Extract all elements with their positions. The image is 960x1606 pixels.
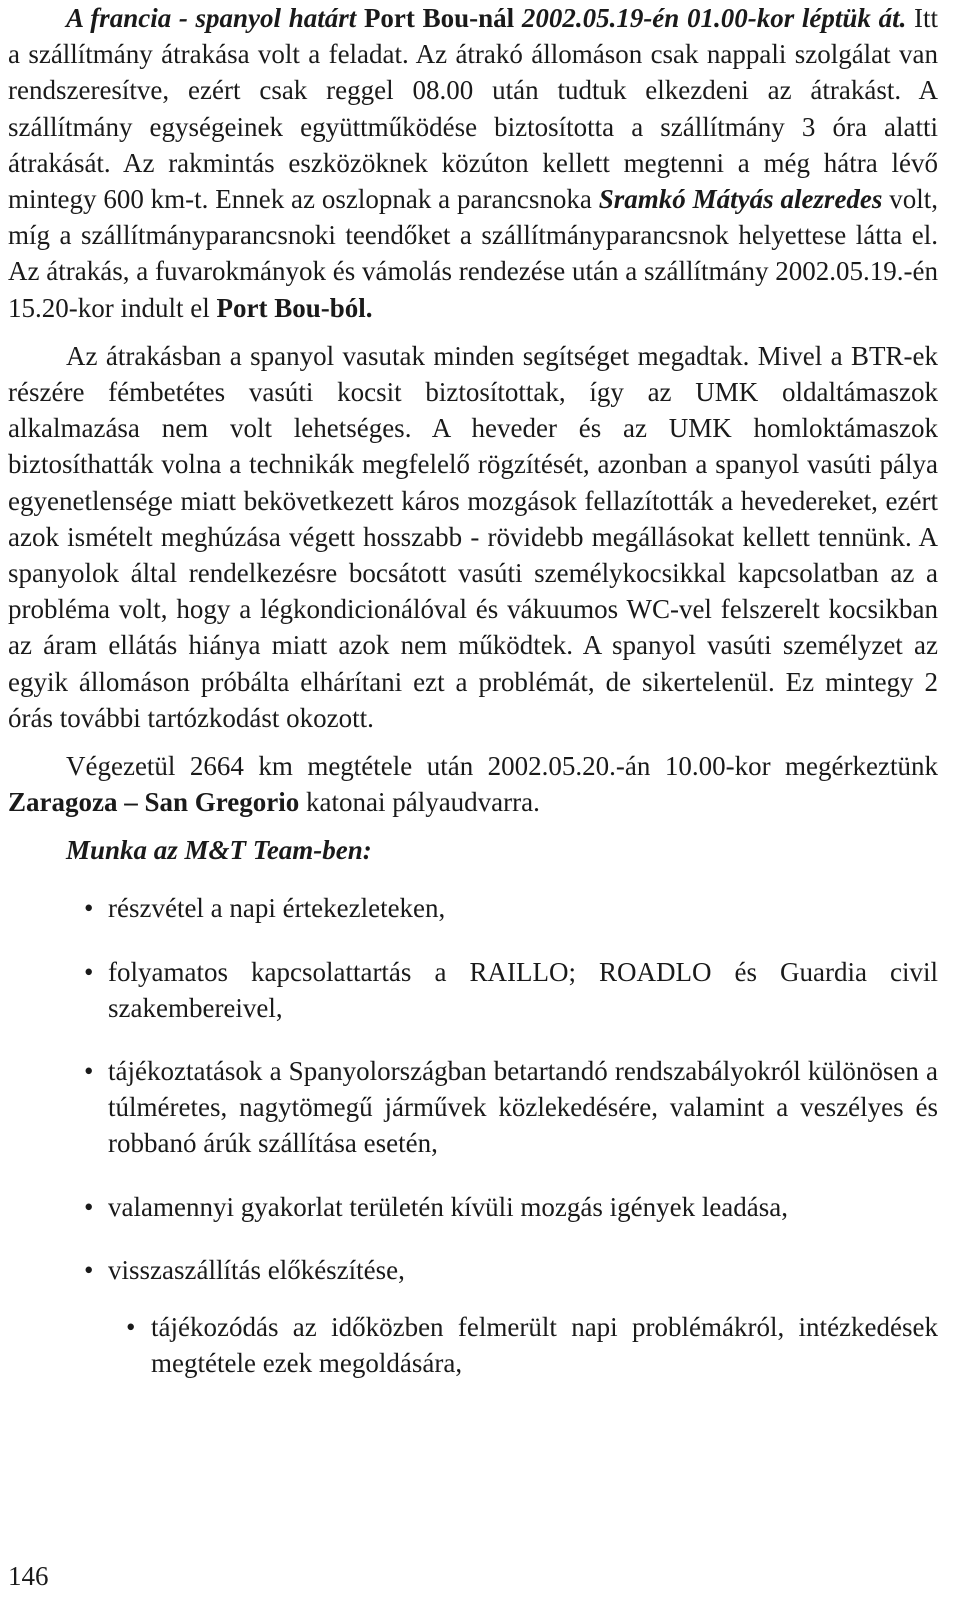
text-span: katonai pályaudvarra. bbox=[305, 787, 540, 818]
list-item-text: tájékoztatások a Spanyolországban betartandó rendszabályokról különösen a túlméretes, nagytömegű járművek közlekedésére, valamint a veszélyes és robbanó árúk szállítása esetén, bbox=[108, 1056, 938, 1159]
list-item bbox=[8, 1252, 938, 1288]
person-name: Sramkó Mátyás alezredes bbox=[598, 184, 883, 215]
list-item bbox=[8, 890, 938, 926]
list-item bbox=[8, 954, 938, 1026]
text-span: Itt a szállítmány átrakása volt a feladat. Az átrakó állomáson csak nappali szolgálat van rendszeresítve, ezért csak reggel 08.00 után tudtuk elkezdeni az átrakást. A szállítmány egységeinek együttműködése biztosította a szállítmány 3 óra alatti átrakását. Az rakmintás eszközöknek közúton kellett megtenni a még hátra lévő mintegy 600 km-t. Ennek az oszlopnak a parancsnoka bbox=[8, 3, 939, 215]
paragraph-spanish-railways: Az átrakásban a spanyol vasutak minden segítséget megadtak. Mivel a BTR-ek részére fémbetétes vasúti kocsit biztosítottak, így az UMK oldaltámaszok alkalmazása nem volt lehetséges. A heveder és az UMK homloktámaszok biztosíthatták volna a technikák megfelelő rögzítését, azonban a spanyol vasúti pálya egyenetlensége miatt bekövetkezett káros mozgások fellazították a hevedereket, ezért azok ismételt meghúzása végett hosszabb - rövidebb megállásokat kellett tennünk. A spanyolok által rendelkezésre bocsátott vasúti személykocsikkal kapcsolatban az a probléma volt, hogy a légkondicionálóval és vákuumos WC-vel felszerelt kocsikban az áram ellátás hiánya miatt azok nem működtek. A spanyol vasúti személyzet az egyik állomáson próbálta elhárítani ezt a problémát, de sikertelenül. Ez mintegy 2 órás további tartózkodást okozott. bbox=[8, 340, 938, 733]
bullet-icon: • bbox=[84, 1056, 94, 1087]
paragraph-arrival bbox=[8, 748, 938, 820]
text-span: 2002.05.19-én 01.00-kor léptük át. bbox=[521, 3, 907, 33]
bullet-icon: • bbox=[126, 1312, 136, 1343]
text-span: A francia - spanyol határt bbox=[66, 3, 357, 33]
paragraph-port-bou bbox=[8, 0, 938, 326]
bullet-icon: • bbox=[84, 956, 94, 987]
sub-list-item bbox=[8, 1309, 938, 1381]
list-item-text: visszaszállítás előkészítése, bbox=[108, 1254, 405, 1285]
list-item bbox=[8, 1053, 938, 1162]
place-name: Zaragoza – San Gregorio bbox=[8, 787, 300, 818]
document-page bbox=[8, 0, 938, 1409]
list-item-text: valamennyi gyakorlat területén kívüli mozgás igények leadása, bbox=[108, 1191, 789, 1222]
list-item-text: részvétel a napi értekezleteken, bbox=[108, 893, 446, 924]
text-span: volt, míg a szállítmányparancsnoki teendőket a szállítmányparancsnok helyettese látta el. Az átrakás, a fuvarokmányok és vámolás rendezése után a szállítmány 2002.05.19.-én 15.20-kor indult el bbox=[8, 184, 939, 323]
list-item-text: folyamatos kapcsolattartás a RAILLO; ROADLO és Guardia civil szakembereivel, bbox=[108, 956, 938, 1023]
bullet-icon: • bbox=[84, 1254, 94, 1285]
place-name: Port Bou-nál bbox=[363, 3, 515, 33]
text-span: Végezetül 2664 km megtétele után 2002.05.20.-án 10.00-kor megérkeztünk bbox=[66, 751, 938, 782]
page-number: 146 bbox=[8, 1561, 49, 1591]
section-heading: Munka az M&T Team-ben: bbox=[66, 835, 372, 866]
task-list bbox=[8, 890, 938, 1381]
bullet-icon: • bbox=[84, 1191, 94, 1222]
sub-list-item-text: tájékozódás az időközben felmerült napi problémákról, intézkedések megtétele ezek megoldására, bbox=[151, 1312, 938, 1379]
place-name: Port Bou-ból. bbox=[216, 292, 373, 323]
bullet-icon: • bbox=[84, 893, 94, 924]
list-item bbox=[8, 1189, 938, 1225]
